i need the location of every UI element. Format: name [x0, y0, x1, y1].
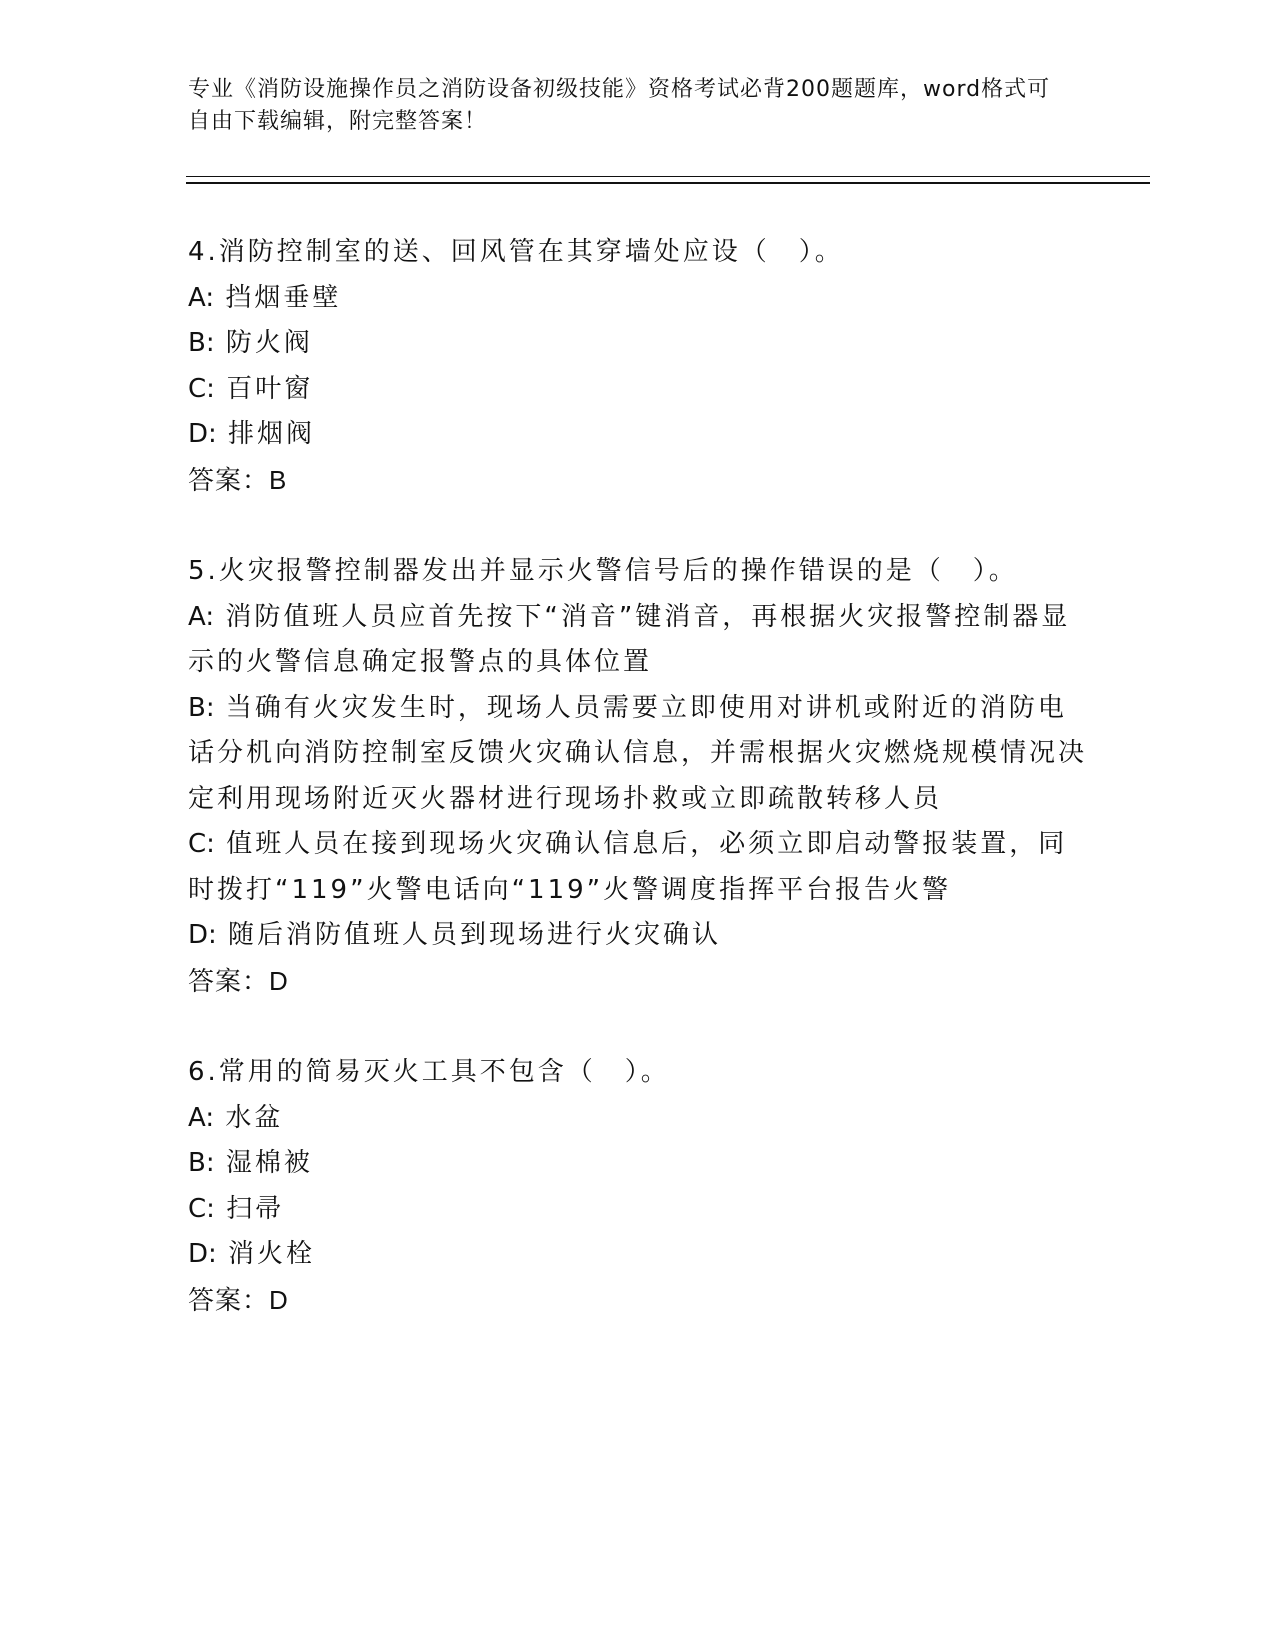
option-label: A:: [188, 601, 215, 632]
option-label: D:: [188, 419, 217, 449]
option-text: 值班人员在接到现场火灾确认信息后，必须立即启动警报装置，同时拨打“119”火警电话向“119”火警调度指挥平台报告火警: [188, 829, 1068, 905]
option-text: 防火阀: [225, 328, 313, 358]
option-label: A:: [188, 1102, 215, 1133]
option-d: [188, 913, 1088, 959]
option-text: 排烟阀: [228, 419, 316, 449]
header-divider: [186, 176, 1150, 184]
answer-line: 答案：B: [188, 464, 288, 495]
option-label: B:: [188, 1148, 215, 1178]
option-d: [188, 1232, 1088, 1278]
option-text: 百叶窗: [226, 373, 314, 404]
option-text: 扫帚: [226, 1193, 285, 1224]
option-label: B:: [188, 328, 215, 358]
option-a: [188, 1096, 1088, 1142]
question-stem: 5.火灾报警控制器发出并显示火警信号后的操作错误的是（ ）。: [188, 556, 1018, 586]
option-d: [188, 412, 1088, 458]
option-b: [188, 321, 1088, 367]
option-label: B:: [188, 692, 215, 723]
question-4: [188, 230, 1088, 503]
option-text: 挡烟垂壁: [225, 282, 342, 313]
option-b: [188, 686, 1088, 823]
option-label: C:: [188, 1193, 215, 1224]
option-a: [188, 595, 1088, 686]
option-label: D:: [188, 920, 217, 950]
option-text: 消防值班人员应首先按下“消音”键消音，再根据火灾报警控制器显示的火警信息确定报警点的具体位置: [188, 601, 1071, 677]
option-text: 湿棉被: [225, 1148, 313, 1178]
question-5: [188, 549, 1088, 1004]
question-list: [188, 230, 1088, 1369]
answer-line: 答案：D: [188, 965, 289, 996]
question-6: [188, 1050, 1088, 1323]
question-stem: 4.消防控制室的送、回风管在其穿墙处应设（ ）。: [188, 237, 844, 267]
option-label: A:: [188, 282, 215, 313]
option-label: C:: [188, 373, 215, 404]
option-text: 随后消防值班人员到现场进行火灾确认: [228, 920, 722, 950]
option-label: C:: [188, 829, 215, 859]
option-c: [188, 822, 1088, 913]
option-label: D:: [188, 1239, 217, 1269]
option-c: [188, 1187, 1088, 1233]
document-header: 专业《消防设施操作员之消防设备初级技能》资格考试必背200题题库，word格式可自由下载编辑，附完整答案！: [188, 77, 1051, 134]
option-c: [188, 367, 1088, 413]
question-stem: 6.常用的简易灭火工具不包含（ ）。: [188, 1057, 670, 1087]
option-b: [188, 1141, 1088, 1187]
option-text: 当确有火灾发生时，现场人员需要立即使用对讲机或附近的消防电话分机向消防控制室反馈火灾确认信息，并需根据火灾燃烧规模情况决定利用现场附近灭火器材进行现场扑救或立即疏散转移人员: [188, 692, 1088, 814]
answer-line: 答案：D: [188, 1284, 289, 1315]
option-a: [188, 276, 1088, 322]
option-text: 消火栓: [228, 1239, 316, 1269]
option-text: 水盆: [225, 1102, 284, 1133]
